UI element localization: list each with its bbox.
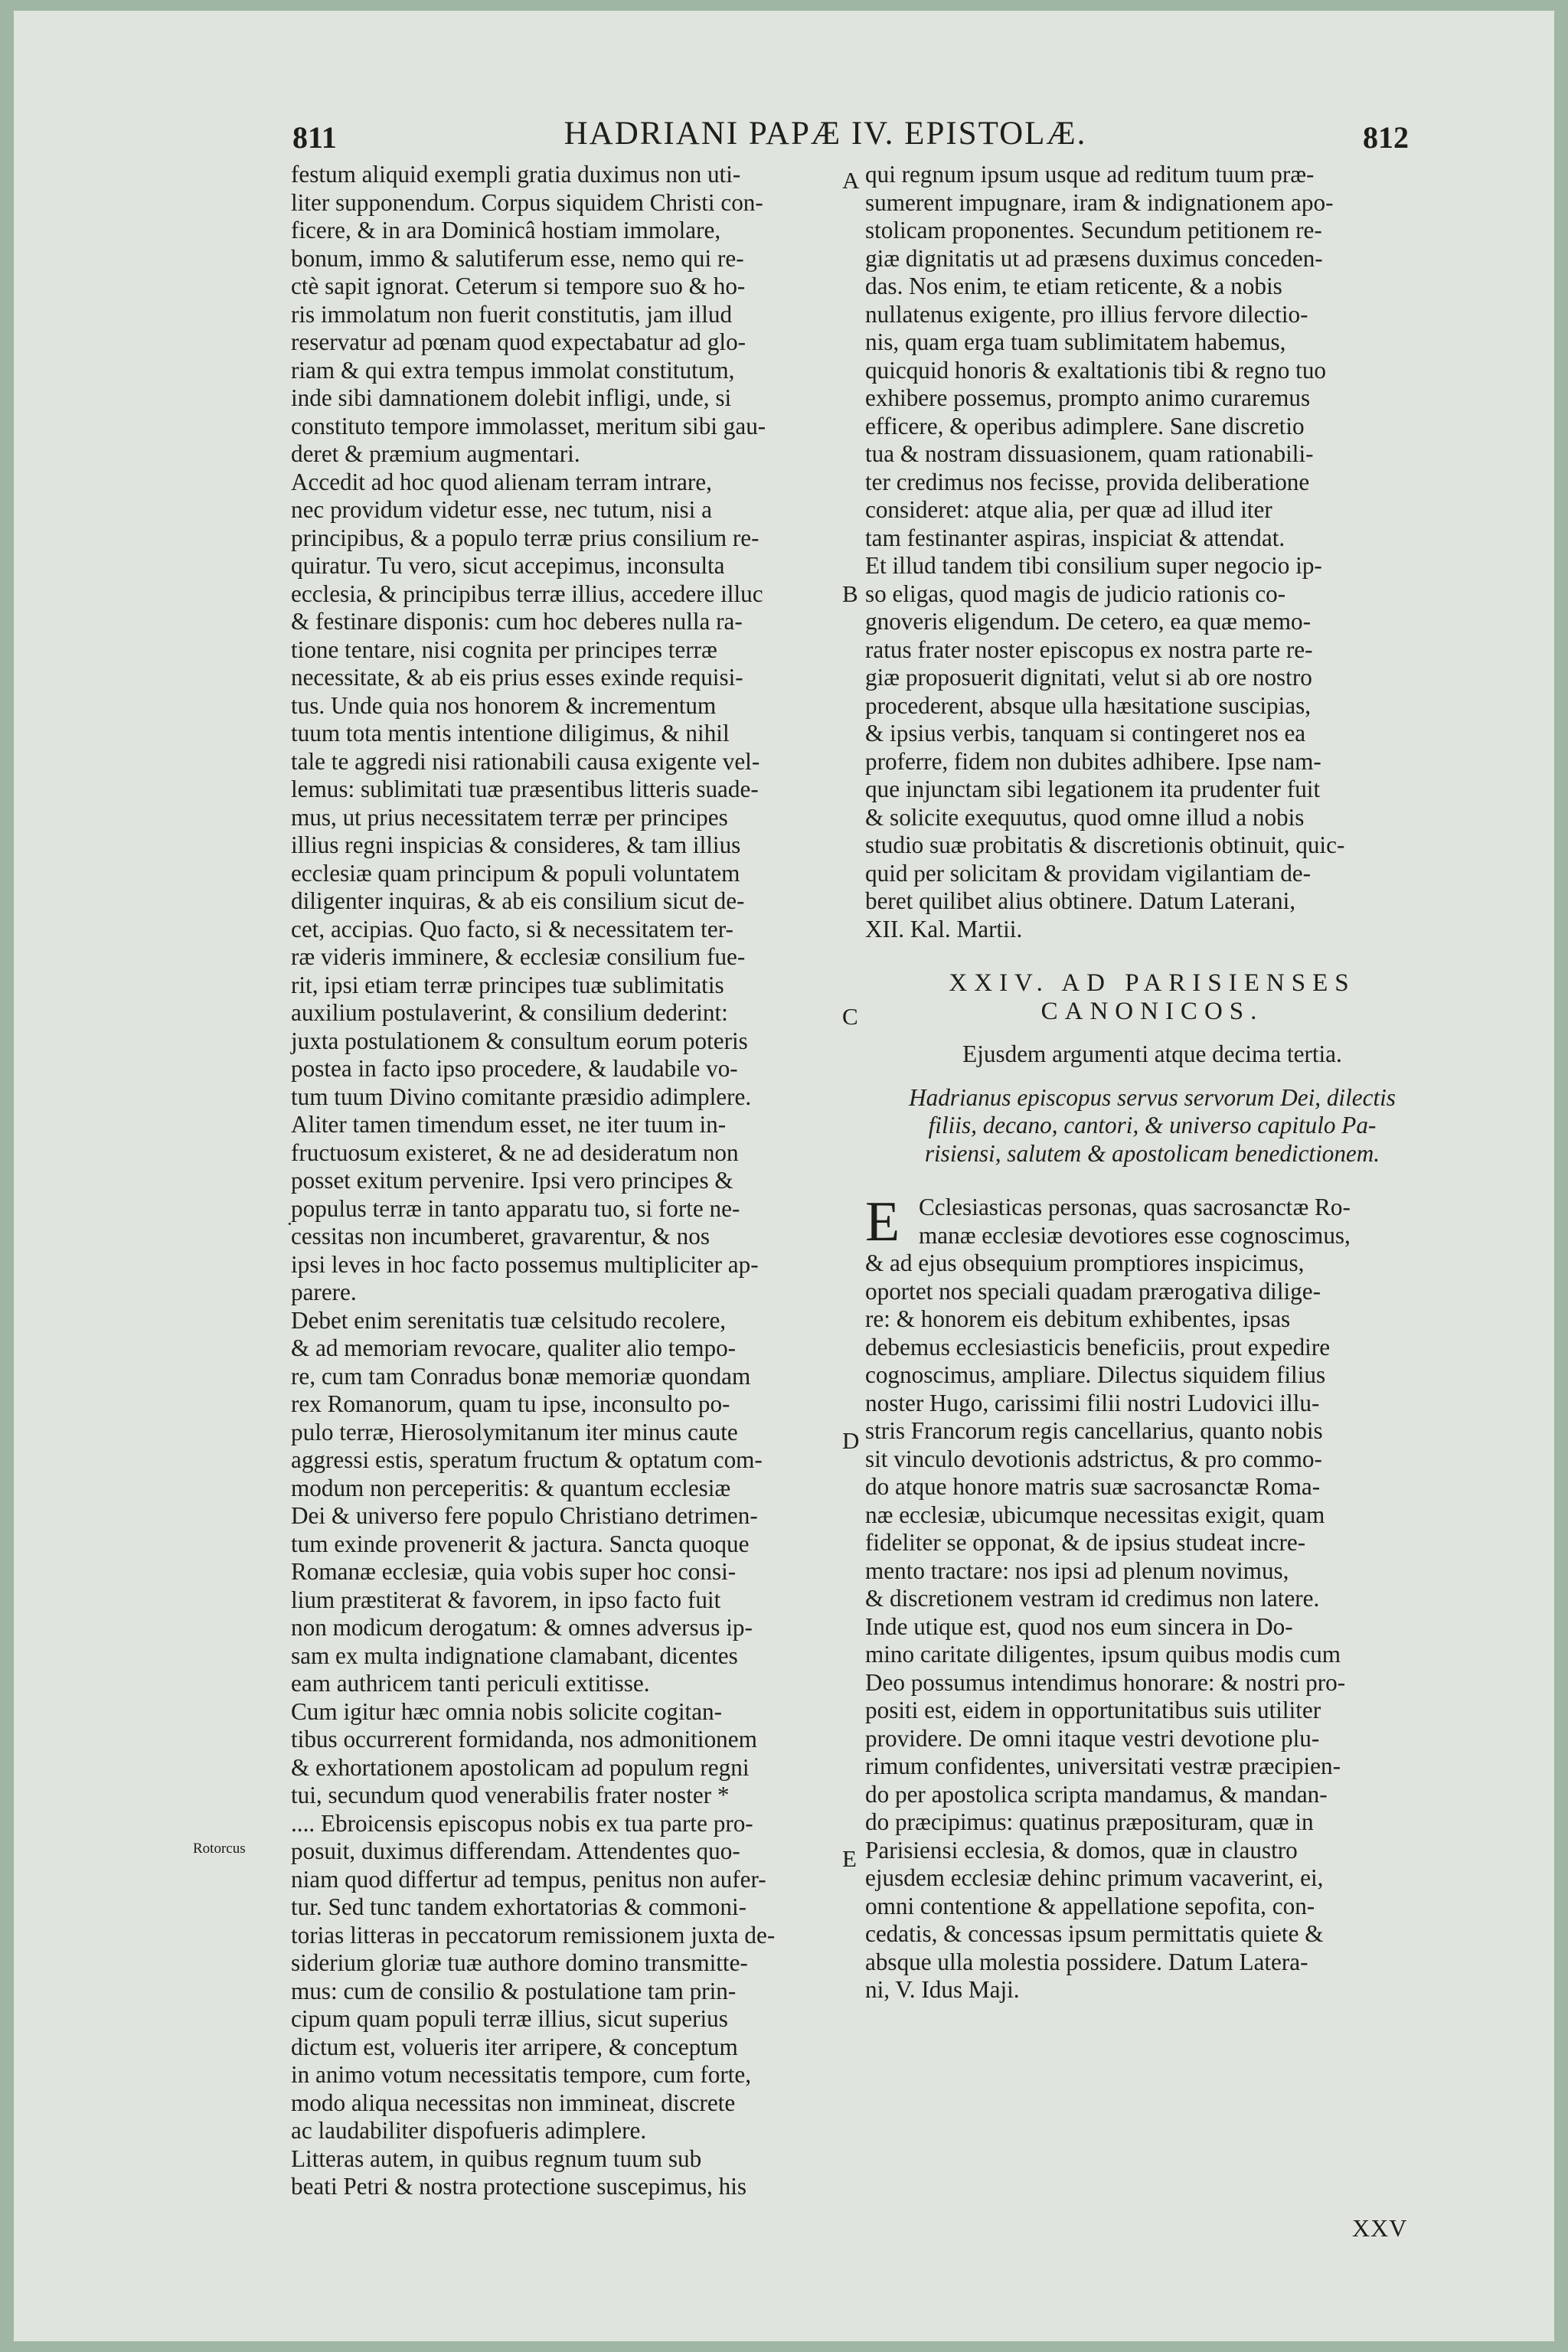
text-line: stris Francorum regis cancellarius, quanto nobis (865, 1417, 1323, 1444)
text-line: oportet nos speciali quadam prærogativa dilige- (865, 1277, 1321, 1305)
text-line: re: & honorem eis debitum exhibentes, ipsas (865, 1305, 1291, 1332)
text-line: fideliter se opponat, & de ipsius studeat incre- (865, 1529, 1306, 1556)
text-line: populus terræ in tanto apparatu tuo, si forte ne- (291, 1194, 740, 1222)
text-line: tam festinanter aspiras, inspiciat & attendat. (865, 524, 1285, 551)
text-line: & solicite exequutus, quod omne illud a nobis (865, 803, 1305, 831)
letter-xxiv-body (865, 1191, 1439, 2004)
text-line: cognoscimus, ampliare. Dilectus siquidem filius (865, 1361, 1326, 1388)
text-line: manæ ecclesiæ devotiores esse cognoscimus, (919, 1221, 1351, 1249)
salutation (865, 1084, 1439, 1168)
text-line: & ad ejus obsequium promptiores inspicimus, (865, 1250, 1305, 1276)
text-line: ecclesiæ quam principum & populi voluntatem (291, 859, 740, 887)
text-line: postea in facto ipso procedere, & laudabile vo- (291, 1055, 738, 1082)
right-column (865, 161, 1439, 2004)
text-line: giæ dignitatis ut ad præsens duximus conceden- (865, 244, 1323, 272)
text-line: cessitas non incumberet, gravarentur, & nos (291, 1223, 710, 1250)
text-line: Aliter tamen timendum esset, ne iter tuum in- (291, 1111, 727, 1138)
text-line: exhibere possemus, prompto animo curaremus (865, 384, 1311, 411)
salutation-line: filiis, decano, cantori, & universo capitulo Pa- (928, 1112, 1377, 1138)
text-line: debemus ecclesiasticis beneficiis, prout expedire (865, 1333, 1331, 1361)
text-line: omni contentione & appellatione sepofita, con- (865, 1892, 1315, 1919)
text-line: .... Ebroicensis episcopus nobis ex tua parte pro- (291, 1809, 753, 1837)
text-line: nec providum videtur esse, nec tutum, nisi a (291, 496, 712, 523)
text-line: ni, V. Idus Maji. (865, 1976, 1020, 2003)
section-marker-c: C (842, 1003, 858, 1030)
text-line: ræ videris imminere, & ecclesiæ consilium fue- (291, 943, 746, 970)
text-line: modum non perceperitis: & quantum ecclesiæ (291, 1474, 731, 1501)
heading-line: CANONICOS. (1040, 997, 1264, 1025)
text-line: rit, ipsi etiam terræ principes tuæ sublimitatis (291, 971, 724, 998)
drop-cap: E (865, 1191, 900, 1253)
text-line: sumerent impugnare, iram & indignationem apo- (865, 188, 1334, 216)
section-marker-e: E (842, 1845, 857, 1872)
text-line: Debet enim serenitatis tuæ celsitudo recolere, (291, 1306, 727, 1334)
text-line: ejusdem ecclesiæ dehinc primum vacaverint, ei, (865, 1864, 1324, 1891)
text-line: Cclesiasticas personas, quas sacrosanctæ Ro- (919, 1194, 1351, 1220)
text-line: tione tentare, nisi cognita per principes terræ (291, 635, 717, 663)
text-line: ficere, & in ara Dominicâ hostiam immolare, (291, 217, 721, 243)
page (14, 11, 1554, 2341)
text-line: principibus, & a populo terræ prius consilium re- (291, 524, 760, 551)
text-line: efficere, & operibus adimplere. Sane discretio (865, 412, 1305, 439)
text-line: do per apostolica scripta mandamus, & mandan- (865, 1780, 1328, 1808)
text-line: ris immolatum non fuerit constitutis, jam illud (291, 300, 733, 328)
folio-left: 811 (292, 120, 337, 155)
text-line: & ad memoriam revocare, qualiter alio tempo- (291, 1334, 737, 1361)
text-line: studio suæ probitatis & discretionis obtinuit, quic- (865, 831, 1345, 858)
text-line: sam ex multa indignatione clamabant, dicentes (291, 1642, 738, 1669)
text-line: necessitate, & ab eis prius esses exinde requisi- (291, 664, 743, 691)
salutation-line: risiensi, salutem & apostolicam benedictionem. (924, 1139, 1380, 1167)
text-line: tum tuum Divino comitante præsidio adimplere. (291, 1083, 752, 1110)
text-line: liter supponendum. Corpus siquidem Christi con- (291, 188, 763, 216)
text-line: & festinare disponis: cum hoc deberes nulla ra- (291, 608, 743, 635)
text-line: Romanæ ecclesiæ, quia vobis super hoc consi- (291, 1558, 737, 1585)
text-line: ratus frater noster episcopus ex nostra parte re- (865, 635, 1313, 663)
letter-xxiii-ending (865, 161, 1439, 943)
text-line: torias litteras in peccatorum remissionem juxta de- (291, 1921, 776, 1949)
text-line: siderium gloriæ tuæ authore domino transmitte- (291, 1949, 748, 1976)
text-line: absque ulla molestia possidere. Datum Latera- (865, 1948, 1308, 1975)
section-marker-b: B (842, 580, 858, 607)
text-line: rimum confidentes, universitati vestræ præcipien- (865, 1753, 1341, 1779)
text-line: Parisiensi ecclesia, & domos, quæ in claustro (865, 1836, 1298, 1864)
text-line: quid per solicitam & providam vigilantiam de- (865, 859, 1312, 887)
catchword: XXV (1352, 2214, 1408, 2242)
text-line: ipsi leves in hoc facto possemus multipliciter ap- (291, 1250, 759, 1278)
text-line: tua & nostram dissuasionem, quam rationabili- (865, 440, 1314, 467)
text-line: juxta postulationem & consultum eorum poteris (291, 1027, 748, 1054)
section-marker-a: A (842, 167, 860, 194)
text-line: pulo terræ, Hierosolymitanum iter minus caute (291, 1418, 738, 1446)
left-column (291, 161, 858, 2201)
text-line: gnoveris eligendum. De cetero, ea quæ memo- (865, 608, 1311, 635)
text-line: fructuosum existeret, & ne ad desideratum non (291, 1138, 739, 1166)
text-line: Cum igitur hæc omnia nobis solicite cogitan- (291, 1697, 723, 1725)
text-line: Et illud tandem tibi consilium super negocio ip- (865, 552, 1322, 579)
heading-line: XXIV. AD PARISIENSES (949, 969, 1356, 997)
text-line: rex Romanorum, quam tu ipse, inconsulto po- (291, 1390, 730, 1417)
text-line: mento tractare: nos ipsi ad plenum novimus, (865, 1557, 1289, 1584)
text-line: quicquid honoris & exaltationis tibi & regno tuo (865, 356, 1327, 384)
text-line: ctè sapit ignorat. Ceterum si tempore suo & ho- (291, 273, 746, 299)
text-line: mino caritate diligentes, ipsum quibus modis cum (865, 1641, 1341, 1668)
text-line: Accedit ad hoc quod alienam terram intrare, (291, 468, 712, 495)
text-line: ecclesia, & principibus terræ illius, accedere illuc (291, 580, 763, 607)
text-line: proferre, fidem non dubites adhibere. Ipse nam- (865, 747, 1321, 775)
text-line: lemus: sublimitati tuæ præsentibus litteris suade- (291, 776, 759, 802)
page-title: HADRIANI PAPÆ IV. EPISTOLÆ. (564, 116, 1087, 152)
text-line: tum exinde provenerit & jactura. Sancta quoque (291, 1530, 750, 1557)
text-line: nis, quam erga tuam sublimitatem habemus, (865, 328, 1286, 355)
margin-dot: · (286, 1213, 293, 1235)
text-line: in animo votum necessitatis tempore, cum forte, (291, 2061, 752, 2088)
text-line: stolicam proponentes. Secundum petitionem re- (865, 217, 1322, 243)
text-line: tus. Unde quia nos honorem & incrementum (291, 691, 717, 719)
text-line: diligenter inquiras, & ab eis consilium sicut de- (291, 887, 745, 914)
text-line: deret & præmium augmentari. (291, 440, 580, 467)
text-line: illius regni inspicias & consideres, & tam illius (291, 831, 741, 858)
text-line: & exhortationem apostolicam ad populum regni (291, 1753, 750, 1781)
text-line: ter credimus nos fecisse, provida deliberatione (865, 468, 1310, 495)
text-line: inde sibi damnationem dolebit infligi, unde, si (291, 384, 732, 411)
text-line: Litteras autem, in quibus regnum tuum sub (291, 2145, 702, 2172)
text-line: Deo possumus intendimus honorare: & nostri pro- (865, 1668, 1346, 1696)
text-line: giæ proposuerit dignitati, velut si ab ore nostro (865, 664, 1312, 691)
text-line: nullatenus exigente, pro illius fervore dilectio- (865, 300, 1308, 328)
text-line: tuum tota mentis intentione diligimus, & nihil (291, 720, 730, 746)
text-line: tale te aggredi nisi rationabili causa exigente vel- (291, 747, 760, 775)
subheading: Ejusdem argumenti atque decima tertia. (962, 1040, 1342, 1067)
text-line: Dei & universo fere populo Christiano detrimen- (291, 1502, 758, 1529)
text-line: qui regnum ipsum usque ad reditum tuum præ- (865, 161, 1315, 188)
text-line: quiratur. Tu vero, sicut accepimus, inconsulta (291, 552, 725, 579)
text-line: XII. Kal. Martii. (865, 915, 1023, 942)
text-line: Inde utique est, quod nos eum sincera in Do- (865, 1612, 1293, 1640)
text-line: & ipsius verbis, tanquam si contingeret nos ea (865, 720, 1306, 746)
text-line: noster Hugo, carissimi filii nostri Ludovici illu- (865, 1389, 1320, 1416)
letter-heading (865, 969, 1439, 1025)
text-line: riam & qui extra tempus immolat constitutum, (291, 356, 735, 384)
text-line: næ ecclesiæ, ubicumque necessitas exigit, quam (865, 1501, 1325, 1528)
text-line: consideret: atque alia, per quæ ad illud iter (865, 496, 1272, 523)
text-line: providere. De omni itaque vestri devotione plu- (865, 1724, 1320, 1752)
margin-note: Rotorcus (193, 1841, 246, 1857)
text-line: cet, accipias. Quo facto, si & necessitatem ter- (291, 915, 733, 942)
text-line: mus: cum de consilio & postulatione tam prin- (291, 1977, 737, 2004)
text-line: mus, ut prius necessitatem terræ per principes (291, 803, 728, 831)
text-line: do atque honore matris suæ sacrosanctæ Roma- (865, 1473, 1321, 1500)
text-line: reservatur ad pœnam quod expectabatur ad glo- (291, 328, 746, 355)
text-line: dictum est, volueris iter arripere, & conceptum (291, 2033, 738, 2060)
text-line: aggressi estis, speratum fructum & optatum com- (291, 1446, 763, 1473)
text-line: parere. (291, 1279, 357, 1305)
salutation-line: Hadrianus episcopus servus servorum Dei, dilectis (909, 1083, 1396, 1111)
text-line: ac laudabiliter dispofueris adimplere. (291, 2117, 647, 2144)
text-line: tur. Sed tunc tandem exhortatorias & commoni- (291, 1893, 747, 1920)
text-line: eam authricem tanti periculi extitisse. (291, 1670, 650, 1697)
text-line: festum aliquid exempli gratia duximus non uti- (291, 161, 741, 188)
text-line: constituto tempore immolasset, meritum sibi gau- (291, 412, 766, 439)
text-line: positi est, eidem in opportunitatibus suis utiliter (865, 1697, 1321, 1723)
text-line: & discretionem vestram id credimus non latere. (865, 1585, 1320, 1612)
text-line: beret quilibet alius obtinere. Datum Laterani, (865, 887, 1296, 914)
text-line: non modicum derogatum: & omnes adversus ip- (291, 1614, 753, 1641)
text-line: das. Nos enim, te etiam reticente, & a nobis (865, 273, 1282, 299)
text-line: niam quod differtur ad tempus, penitus non aufer- (291, 1865, 766, 1893)
text-line: auxilium postulaverint, & consilium dederint: (291, 999, 728, 1026)
text-line: beati Petri & nostra protectione suscepimus, his (291, 2173, 747, 2200)
text-line: sit vinculo devotionis adstrictus, & pro commo- (865, 1445, 1322, 1472)
section-marker-d: D (842, 1427, 860, 1454)
text-line: lium præstiterat & favorem, in ipso facto fuit (291, 1586, 721, 1613)
text-line: tibus occurrerent formidanda, nos admonitionem (291, 1726, 757, 1753)
text-line: so eligas, quod magis de judicio rationis co- (865, 580, 1286, 607)
text-line: posuit, duximus differendam. Attendentes quo- (291, 1838, 740, 1864)
text-line: tui, secundum quod venerabilis frater noster * (291, 1782, 730, 1808)
text-line: re, cum tam Conradus bonæ memoriæ quondam (291, 1362, 751, 1390)
folio-right: 812 (1363, 120, 1409, 155)
text-line: posset exitum pervenire. Ipsi vero principes & (291, 1167, 733, 1194)
text-line: bonum, immo & salutiferum esse, nemo qui re- (291, 244, 744, 272)
text-line: modo aliqua necessitas non immineat, discrete (291, 2089, 736, 2116)
text-line: procederent, absque ulla hæsitatione suscipias, (865, 691, 1312, 719)
text-line: que injunctam sibi legationem ita prudenter fuit (865, 776, 1321, 802)
text-line: do præcipimus: quatinus præposituram, quæ in (865, 1808, 1314, 1835)
text-line: cedatis, & concessas ipsum permittatis quiete & (865, 1920, 1324, 1947)
text-line: cipum quam populi terræ illius, sicut superius (291, 2005, 728, 2032)
